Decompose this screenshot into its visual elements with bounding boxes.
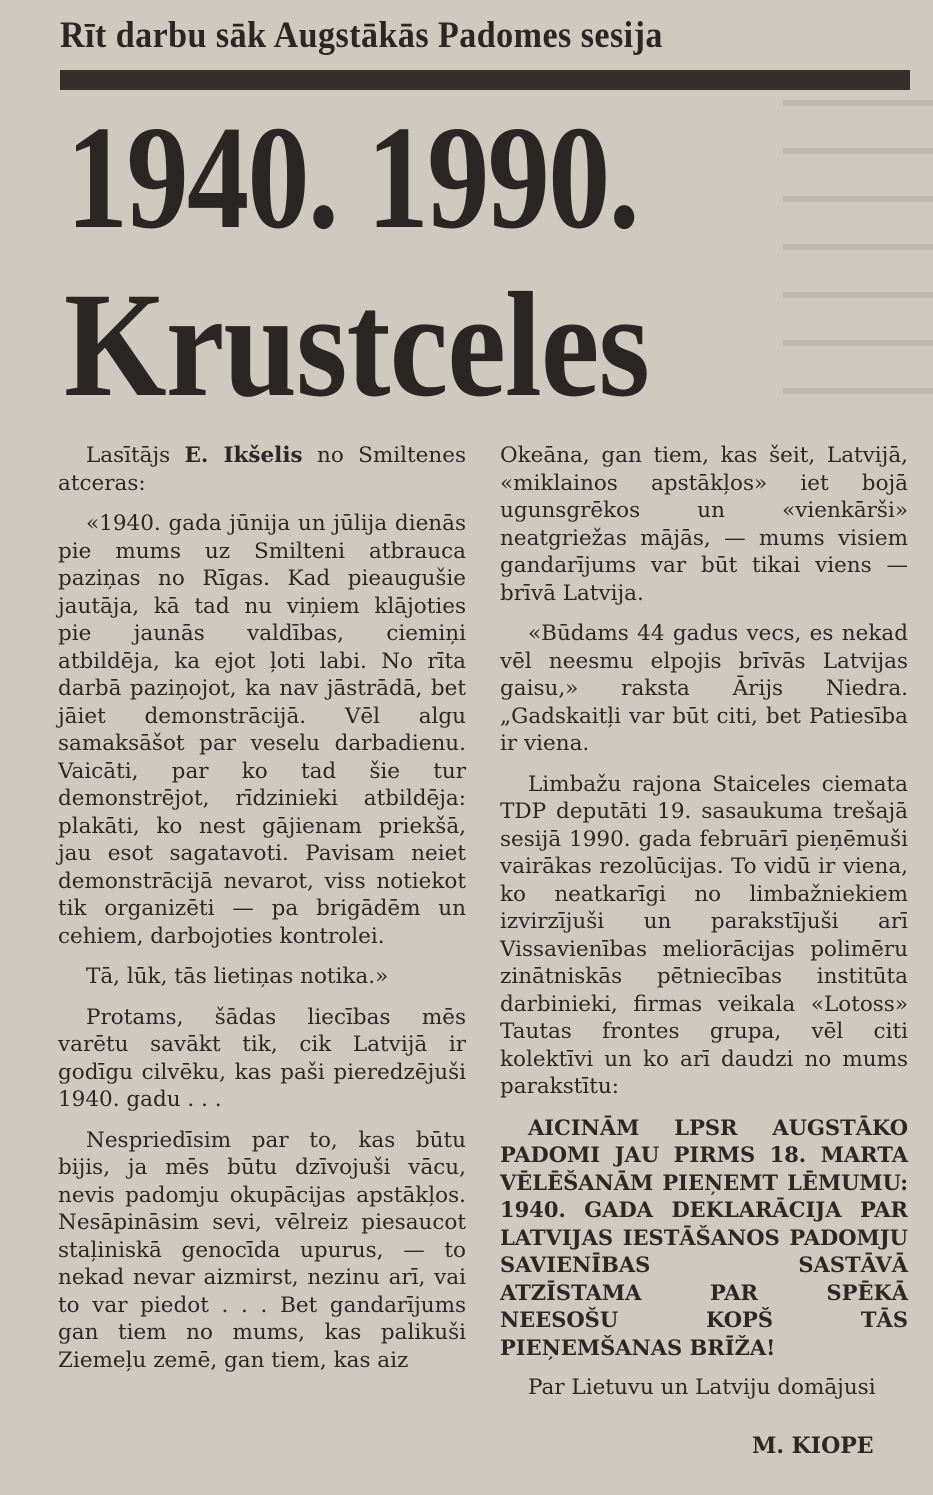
right-paragraph-3: Limbažu rajona Staiceles ciemata TDP deputāti 19. sasaukuma trešajā sesijā 1990. gada februārī pieņēmuši vairākas rezolūcijas. To vidū ir viena, ko neatkarīgi no limbažniekiem izvirzījuši un parakstījuši arī Vissavienības meliorācijas polimēru zinātniskās pētniecības institūta darbinieki, firmas veikala «Lotoss» Tautas frontes grupa, vēl citi kolektīvi un ko arī daudzi no mums parakstītu: [500,771,908,1099]
resolution-text: AICINĀM LPSR AUGSTĀKO PADOMI JAU PIRMS 18. MARTA VĒLĒŠANĀM PIEŅEMT LĒMUMU: 1940. GADA DEKLARĀCIJA PAR LATVIJAS IESTĀŠANOS PADOMJU SAVIENĪBAS SASTĀVĀ ATZĪSTAMA PAR SPĒKĀ NEESOŠU KOPŠ TĀS PIEŅEMŠANAS BRĪŽA! [500,1114,908,1360]
kicker-headline: Rīt darbu sāk Augstākās Padomes sesija [60,15,663,56]
closing-line: Par Lietuvu un Latviju domājusi [528,1375,876,1400]
left-paragraph-3: Tā, lūk, tās lietiņas notika.» [86,964,389,989]
right-paragraph-1: Okeāna, gan tiem, kas šeit, Latvijā, «miklainos apstākļos» iet bojā ugunsgrēkos un «vienkārši» neatgriežas mājās, — mums visiem gandarījums var būt tikai viens — brīvā Latvija. [500,443,908,606]
headline-years: 1940. 1990. [66,96,639,260]
left-paragraph-2: «1940. gada jūnija un jūlija dienās pie mums uz Smilteni atbrauca paziņas no Rīgas. Kad pieaugušie jautāja, kā tad nu viņiem klājoties pie jaunās valdības, ciemiņi atbildēja, ka ejot ļoti labi. No rīta darbā paziņojot, ka nav jāstrādā, bet jāiet demonstrācijā. Vēl algu samaksāšot par veselu darbadienu. Vaicāti, par ko tad šie tur demonstrējot, rīdzinieki atbildēja: plakāti, ko nest gājienam priekšā, jau esot sagatavoti. Pavisam neiet demonstrācijā nevarot, viss notiekot tik organizēti — pa brigādēm un cehiem, darbojoties kontrolei. [58,511,466,949]
left-paragraph-4: Protams, šādas liecības mēs varētu savākt tik, cik Latvijā ir godīgu cilvēku, kas paši pieredzējuši 1940. gadu . . . [58,1004,466,1112]
intro-suffix: no Smiltenes atceras: [58,443,466,496]
headline-title: Krustceles [64,262,650,428]
bleed-through-texture [783,100,933,400]
right-paragraph-2: «Būdams 44 gadus vecs, es nekad vēl neesmu elpojis brīvās Latvijas gaisu,» raksta Ārijs Niedra. „Gadskaitļi var būt citi, bet Patiesība ir viena. [500,621,908,756]
left-paragraph-1 [58,442,466,497]
left-column [58,442,466,1387]
author-signature: M. KIOPE [752,1433,874,1459]
heavy-rule [60,70,910,90]
right-column [500,442,908,1415]
reader-name: E. Ikšelis [184,443,303,468]
intro-text: Lasītājs [86,443,185,468]
left-paragraph-5: Nespriedīsim par to, kas būtu bijis, ja mēs būtu dzīvojuši vācu, nevis padomju okupācijas apstākļos. Nesāpināsim sevi, vēlreiz piesaucot staļiniskā genocīda upurus, — to nekad nevar aizmirst, nezinu arī, vai to var piedot . . . Bet gandarījums gan tiem no mums, kas palikuši Ziemeļu zemē, gan tiem, kas aiz [58,1127,466,1373]
